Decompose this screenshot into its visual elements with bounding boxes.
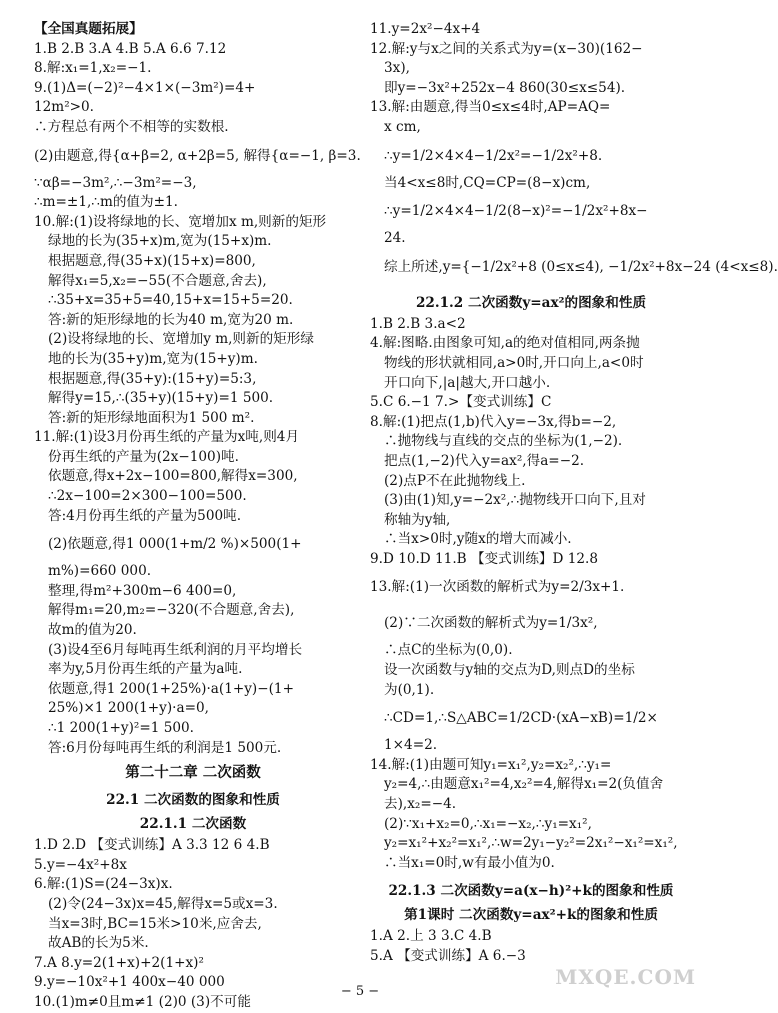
left-line: (2)依题意,得1 000(1+m/2 %)×500(1+ [48,536,302,553]
left-line: (2)设将绿地的长、宽增加y m,则新的矩形绿 [48,331,314,348]
left-line: 根据题意,得(35+x)(15+x)=800, [48,252,256,269]
right-line: 为(0,1). [384,681,435,698]
left-line: 答:4月份再生纸的产量为500吨. [48,507,242,524]
right-line: ∴当x₁=0时,w有最小值为0. [384,854,555,871]
right-line: y₂=x₁²+x₂²=x₁²,∴w=2y₁−y₂²=2x₁²−x₁²=x₁², [384,835,678,852]
left-line: ∴1 200(1+y)²=1 500. [48,720,194,736]
left-line: 根据题意,得(35+y):(15+y)=5:3, [48,370,257,387]
right-line: 13.解:(1)一次函数的解析式为y=2/3x+1. [370,579,625,596]
left-line: 7.A 8.y=2(1+x)+2(1+x)² [34,954,204,971]
right-line: 1.B 2.B 3.a<2 [370,315,466,332]
left-line: 绿地的长为(35+x)m,宽为(15+x)m. [48,233,272,250]
left-line: ∴方程总有两个不相等的实数根. [34,118,229,135]
right-line: (2)点P不在此抛物线上. [384,472,526,489]
left-line: m%)=660 000. [48,563,152,580]
left-line: 11.解:(1)设3月份再生纸的产量为x吨,则4月 [34,429,300,446]
left-line: 地的长为(35+y)m,宽为(15+y)m. [48,350,258,367]
right-line: 22.1.2 二次函数y=ax²的图象和性质 [415,294,647,311]
right-line: 24. [384,230,406,247]
right-line: (2)∵x₁+x₂=0,∴x₁=−x₂,∴y₁=x₁², [384,815,592,832]
left-column [34,20,361,1013]
left-line: 故m的值为20. [48,622,137,639]
right-line: 当4<x≤8时,CQ=CP=(8−x)cm, [384,174,591,191]
right-line: ∴抛物线与直线的交点的坐标为(1,−2). [384,433,623,450]
right-line: 5.A 【变式训练】A 6.−3 [370,948,526,964]
right-line: 物线的形状就相同,a>0时,开口向上,a<0时 [384,354,644,371]
right-line: 8.解:(1)把点(1,b)代入y=−3x,得b=−2, [370,413,617,430]
left-line: 份再生纸的产量为(2x−100)吨. [48,448,239,465]
left-line: 9.y=−10x²+1 400x−40 000 [34,974,225,991]
right-line: 5.C 6.−1 7.>【变式训练】C [370,394,552,411]
left-line: 12m²>0. [34,99,94,116]
left-line: 6.解:(1)S=(24−3x)x. [34,876,173,893]
left-line: 10.解:(1)设将绿地的长、宽增加x m,则新的矩形 [34,213,327,230]
right-line: 12.解:y与x之间的关系式为y=(x−30)(162− [370,40,643,57]
right-line: ∴点C的坐标为(0,0). [384,642,513,659]
left-line: 10.(1)m≠0且m≠1 (2)0 (3)不可能 [34,993,251,1010]
left-line: 8.解:x₁=1,x₂=−1. [34,60,152,77]
left-line: 9.(1)Δ=(−2)²−4×1×(−3m²)=4+ [34,79,256,96]
right-line: 22.1.3 二次函数y=a(x−h)²+k的图象和性质 [388,883,674,900]
left-line: ∴2x−100=2×300−100=500. [48,488,247,505]
left-line: 整理,得m²+300m−6 400=0, [48,582,237,599]
left-line: (2)由题意,得{α+β=2, α+2β=5, 解得{α=−1, β=3. [34,147,361,164]
right-line: 1.A 2.上 3 3.C 4.B [370,928,492,945]
right-line: (2)∵二次函数的解析式为y=1/3x², [384,615,598,632]
right-line: y₂=4,∴由题意x₁²=4,x₂²=4,解得x₁=2(负值舍 [384,776,664,793]
left-line: 25%)×1 200(1+y)·a=0, [48,700,209,717]
left-line: 【全国真题拓展】 [34,21,143,37]
right-line: 综上所述,y={−1/2x²+8 (0≤x≤4), −1/2x²+8x−24 (4<x≤8). [384,258,778,275]
left-line: 解得y=15,∴(35+y)(15+y)=1 500. [48,390,274,407]
left-line: 故AB的长为5米. [48,935,149,952]
right-line: 开口向下,|a|越大,开口越小. [384,374,551,391]
left-line: 答:新的矩形绿地的长为40 m,宽为20 m. [48,311,294,328]
left-line: 答:新的矩形绿地面积为1 500 m². [48,409,255,426]
left-line: 5.y=−4x²+8x [34,856,127,873]
left-line: 22.1 二次函数的图象和性质 [106,792,280,809]
right-line: 即y=−3x²+252x−4 860(30≤x≤54). [384,79,626,96]
right-column [370,20,778,967]
left-line: 当x=3时,BC=15米>10米,应舍去, [48,915,262,932]
right-line: 4.解:图略.由图象可知,a的绝对值相同,两条抛 [370,335,640,352]
right-line: ∴y=1/2×4×4−1/2(8−x)²=−1/2x²+8x− [384,203,648,220]
right-line: 11.y=2x²−4x+4 [370,21,481,37]
left-line: 解得m₁=20,m₂=−320(不合题意,舍去), [48,602,295,619]
left-line: ∴m=±1,∴m的值为±1. [34,194,178,211]
right-line: ∴y=1/2×4×4−1/2x²=−1/2x²+8. [384,147,603,164]
right-line: 1×4=2. [384,737,438,754]
page-number: − 5 − [340,984,380,999]
left-line: 解得x₁=5,x₂=−55(不合题意,舍去), [48,272,267,289]
right-line: ∴当x>0时,y随x的增大而减小. [384,531,572,548]
left-line: 依题意,得x+2x−100=800,解得x=300, [48,468,298,485]
left-line: 第二十二章 二次函数 [125,764,261,782]
left-line: ∵αβ=−3m²,∴−3m²=−3, [34,174,197,191]
right-line: 设一次函数与y轴的交点为D,则点D的坐标 [384,662,635,679]
right-line: 9.D 10.D 11.B 【变式训练】D 12.8 [370,550,599,567]
right-line: ∴CD=1,∴S△ABC=1/2CD·(xA−xB)=1/2× [384,710,658,727]
right-line: 去),x₂=−4. [384,796,457,813]
right-line: 14.解:(1)由题可知y₁=x₁²,y₂=x₂²,∴y₁= [370,756,612,773]
left-line: ∴35+x=35+5=40,15+x=15+5=20. [48,292,293,309]
right-line: 3x), [384,60,410,77]
left-line: 率为y,5月份再生纸的产量为a吨. [48,661,243,678]
left-line: 答:6月份每吨再生纸的利润是1 500元. [48,739,282,756]
left-line: 依题意,得1 200(1+25%)·a(1+y)−(1+ [48,680,294,697]
right-line: 把点(1,−2)代入y=ax²,得a=−2. [384,452,585,469]
watermark: MXQE.COM [555,965,696,989]
right-line: 13.解:由题意,得当0≤x≤4时,AP=AQ= [370,99,611,116]
left-line: 1.B 2.B 3.A 4.B 5.A 6.6 7.12 [34,40,227,57]
right-line: (3)由(1)知,y=−2x²,∴抛物线开口向下,且对 [384,492,646,509]
left-line: 1.D 2.D 【变式训练】A 3.3 12 6 4.B [34,837,270,854]
left-line: (2)令(24−3x)x=45,解得x=5或x=3. [48,895,278,912]
right-line: 称轴为y轴, [384,511,451,528]
left-line: 22.1.1 二次函数 [139,816,247,833]
right-line: 第1课时 二次函数y=ax²+k的图象和性质 [404,907,658,924]
right-line: x cm, [384,118,421,135]
left-line: (3)设4至6月每吨再生纸利润的月平均增长 [48,641,303,658]
